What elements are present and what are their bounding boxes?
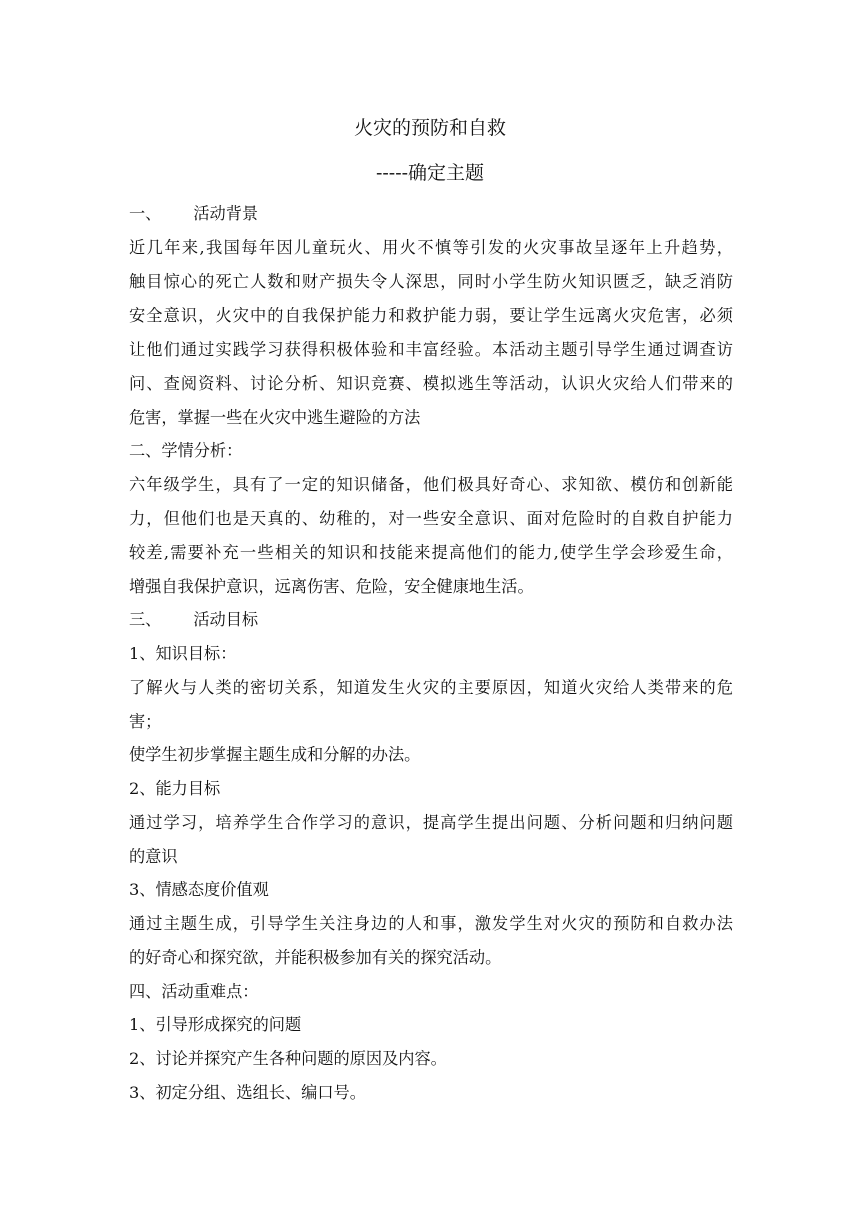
document-subtitle: -----确定主题 — [375, 162, 485, 184]
section-1-number: 一、 — [129, 204, 162, 223]
key-point-item: 2、讨论并探究产生各种问题的原因及内容。 — [129, 1049, 447, 1068]
section-4-heading: 四、活动重难点： — [129, 982, 259, 1001]
key-point-item: 3、初定分组、选组长、编口号。 — [129, 1083, 366, 1102]
ability-goal-heading: 2、能力目标 — [129, 779, 221, 798]
section-1-line: 问、查阅资料、讨论分析、知识竞赛、模拟逃生等活动，认识火灾给人们带来的 — [129, 374, 733, 393]
section-2-line: 增强自我保护意识，远离伤害、危险，安全健康地生活。 — [129, 577, 534, 596]
knowledge-goal-heading: 1、知识目标： — [129, 644, 237, 663]
section-3-heading — [129, 609, 733, 631]
emotion-goal-line: 通过主题生成，引导学生关注身边的人和事，激发学生对火灾的预防和自救办法 — [129, 914, 733, 933]
section-1-line: 让他们通过实践学习获得积极体验和丰富经验。本活动主题引导学生通过调查访 — [129, 340, 733, 359]
section-1-line: 近几年来,我国每年因儿童玩火、用火不慎等引发的火灾事故呈逐年上升趋势， — [129, 238, 733, 257]
ability-goal-line: 的意识 — [129, 847, 178, 866]
emotion-goal-line: 的好奇心和探究欲，并能积极参加有关的探究活动。 — [129, 948, 502, 967]
key-point-item: 1、引导形成探究的问题 — [129, 1015, 302, 1034]
section-3-number: 三、 — [129, 610, 162, 629]
section-3-title: 活动目标 — [193, 610, 259, 629]
document-title: 火灾的预防和自救 — [353, 117, 506, 139]
section-1-line: 安全意识，火灾中的自我保护能力和救护能力弱，要让学生远离火灾危害，必须 — [129, 306, 733, 325]
section-2-heading: 二、学情分析： — [129, 441, 243, 460]
section-1-heading — [129, 203, 733, 225]
knowledge-goal-line: 使学生初步掌握主题生成和分解的办法。 — [129, 745, 421, 764]
section-1-line: 触目惊心的死亡人数和财产损失令人深思，同时小学生防火知识匮乏，缺乏消防 — [129, 272, 733, 291]
ability-goal-line: 通过学习，培养学生合作学习的意识，提高学生提出问题、分析问题和归纳问题 — [129, 813, 733, 832]
emotion-goal-heading: 3、情感态度价值观 — [129, 880, 269, 899]
section-2-line: 六年级学生，具有了一定的知识储备，他们极具好奇心、求知欲、模仿和创新能 — [129, 475, 733, 494]
section-2-line: 较差,需要补充一些相关的知识和技能来提高他们的能力,使学生学会珍爱生命， — [129, 543, 733, 562]
section-1-title: 活动背景 — [193, 204, 259, 223]
knowledge-goal-line: 害； — [129, 712, 162, 731]
section-1-line: 危害，掌握一些在火灾中逃生避险的方法 — [129, 408, 421, 427]
knowledge-goal-line: 了解火与人类的密切关系，知道发生火灾的主要原因，知道火灾给人类带来的危 — [129, 678, 733, 697]
section-2-line: 力，但他们也是天真的、幼稚的，对一些安全意识、面对危险时的自救自护能力 — [129, 509, 733, 528]
